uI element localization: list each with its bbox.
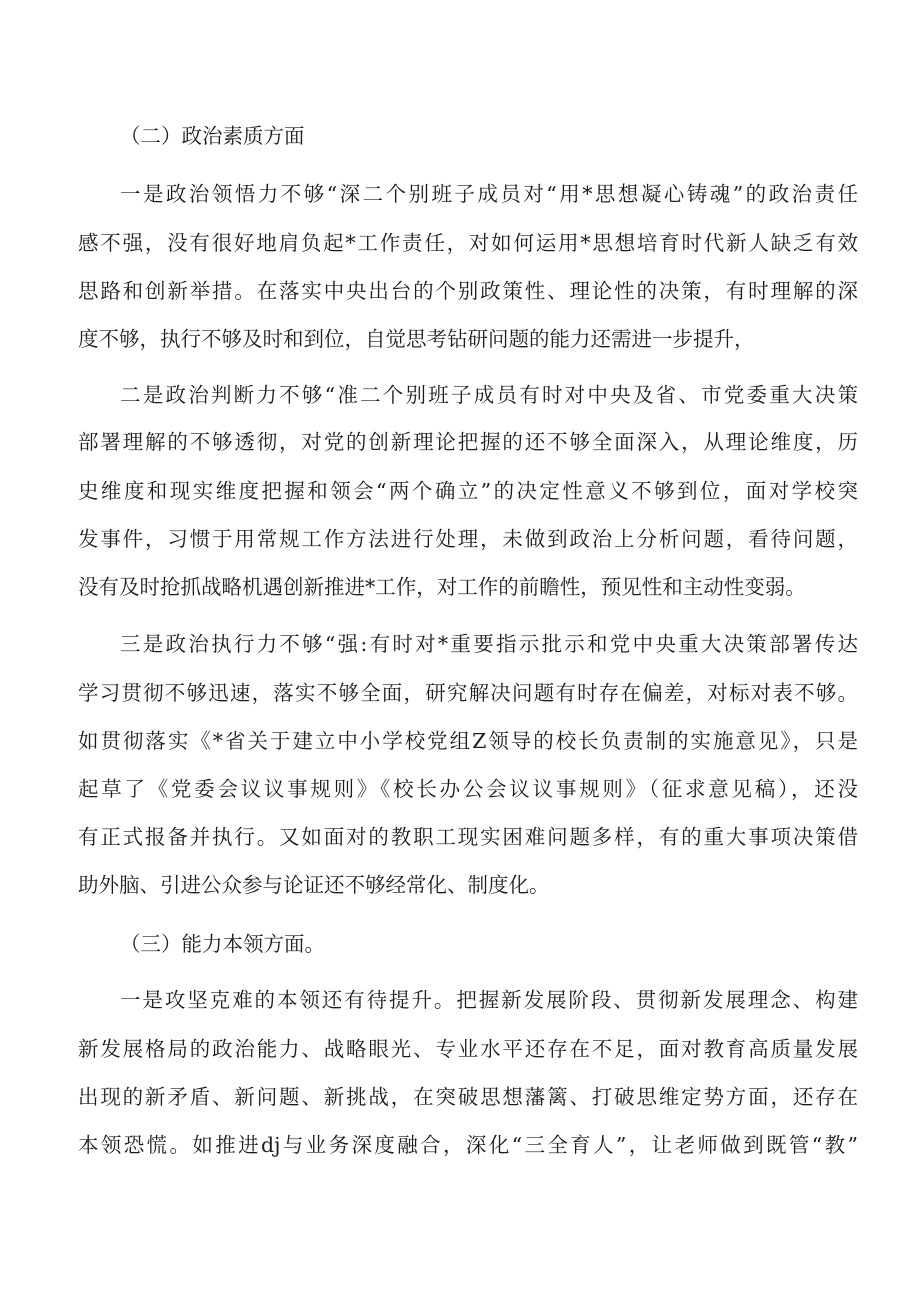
paragraph-line: 部署理解的不够透彻，对党的创新理论把握的还不够全面深入，从理论维度，历 xyxy=(78,430,858,454)
paragraph-line: 学习贯彻不够迅速，落实不够全面，研究解决问题有时存在偏差，对标对表不够。 xyxy=(78,681,858,705)
paragraph-line: 一是攻坚克难的本领还有待提升。把握新发展阶段、贯彻新发展理念、构建 xyxy=(120,988,858,1012)
paragraph-line: 新发展格局的政治能力、战略眼光、专业水平还存在不足，面对教育高质量发展 xyxy=(78,1037,858,1061)
paragraph-line: 二是政治判断力不够“准二个别班子成员有时对中央及省、市党委重大决策 xyxy=(120,383,858,407)
paragraph-line: 发事件，习惯于用常规工作方法进行处理，未做到政治上分析问题，看待问题， xyxy=(78,527,858,551)
paragraph-line: 助外脑、引进公众参与论证还不够经常化、制度化。 xyxy=(78,873,550,897)
section-heading: （二）政治素质方面 xyxy=(120,124,305,148)
paragraph-line: 出现的新矛盾、新问题、新挑战，在突破思想藩篱、打破思维定势方面，还存在 xyxy=(78,1085,858,1109)
paragraph-line: 感不强，没有很好地肩负起*工作责任，对如何运用*思想培育时代新人缺乏有效 xyxy=(78,231,858,255)
paragraph-line: 有正式报备并执行。又如面对的教职工现实困难问题多样，有的重大事项决策借 xyxy=(78,825,858,849)
section-heading: （三）能力本领方面。 xyxy=(120,932,325,956)
paragraph-line: 思路和创新举措。在落实中央出台的个别政策性、理论性的决策，有时理解的深 xyxy=(78,279,858,303)
paragraph-line: 没有及时抢抓战略机遇创新推进*工作，对工作的前瞻性，预见性和主动性变弱。 xyxy=(78,575,806,599)
paragraph-line: 起草了《党委会议议事规则》《校长办公会议议事规则》（征求意见稿），还没 xyxy=(78,777,858,801)
paragraph-line: 三是政治执行力不够“强:有时对*重要指示批示和党中央重大决策部署传达 xyxy=(120,632,858,656)
paragraph-line: 一是政治领悟力不够“深二个别班子成员对“用*思想凝心铸魂”的政治责任 xyxy=(120,182,858,206)
paragraph-line: 度不够，执行不够及时和到位，自觉思考钻研问题的能力还需进一步提升， xyxy=(78,327,755,351)
paragraph-line: 如贯彻落实《*省关于建立中小学校党组Z领导的校长负责制的实施意见》，只是 xyxy=(78,729,858,753)
paragraph-line: 本领恐慌。如推进dj与业务深度融合，深化“三全育人”，让老师做到既管“教” xyxy=(78,1133,858,1157)
paragraph-line: 史维度和现实维度把握和领会“两个确立”的决定性意义不够到位，面对学校突 xyxy=(78,479,858,503)
